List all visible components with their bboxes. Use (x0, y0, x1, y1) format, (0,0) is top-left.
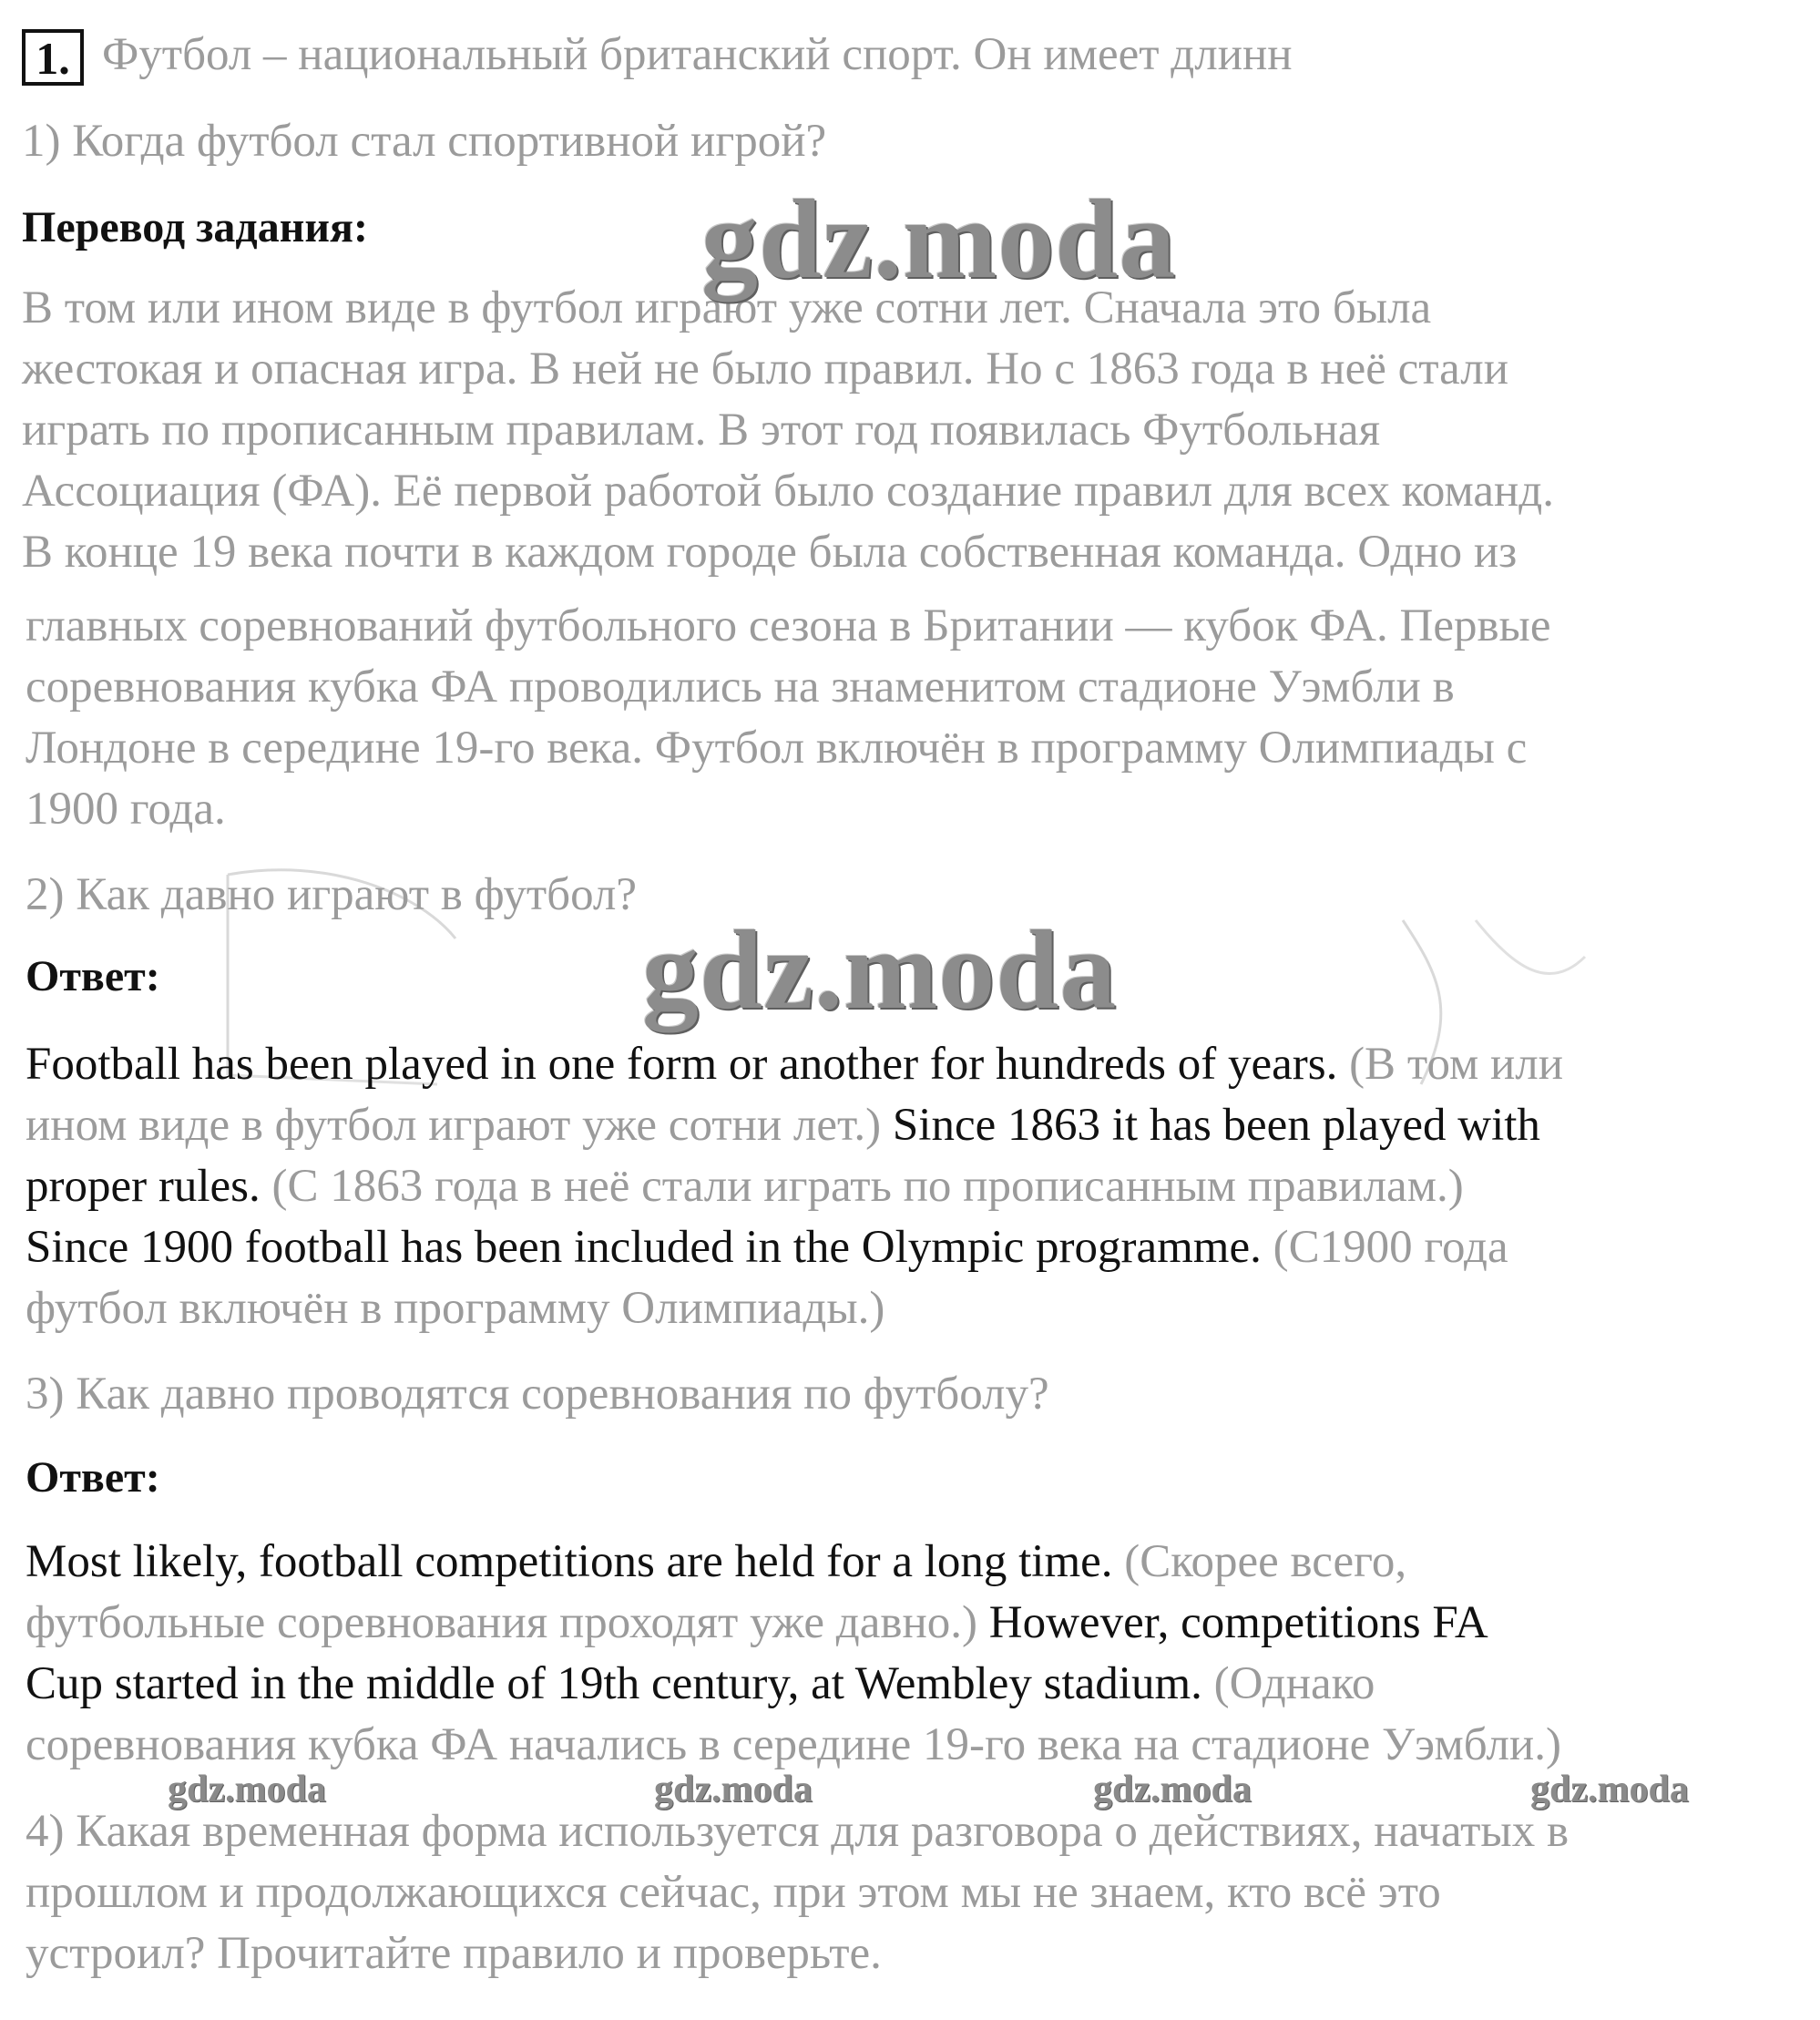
answer-3-line (26, 1534, 1406, 1589)
question-2: 2) Как давно играют в футбол? (26, 869, 638, 920)
answer-3-english-2-part: Cup started in the middle of 19th century, at Wembley stadium. (26, 1658, 1202, 1709)
answer-2-line (26, 1159, 1464, 1214)
answer-3-russian-1-part: (Скорее всего, (1124, 1536, 1407, 1587)
translation-line: Лондоне в середине 19-го века. Футбол включён в программу Олимпиады с (26, 723, 1528, 774)
translation-line: главных соревнований футбольного сезона в Британии — кубок ФА. Первые (26, 600, 1551, 651)
answer-2-russian-2: (С 1863 года в неё стали играть по прописанным правилам.) (271, 1161, 1464, 1212)
answer-3-heading: Ответ: (26, 1453, 160, 1502)
watermark-small: gdz.moda (654, 1769, 813, 1810)
answer-2-english-3: Since 1900 football has been included in the Olympic programme. (26, 1222, 1262, 1273)
answer-2-line (26, 1037, 1563, 1092)
answer-2-english-1: Football has been played in one form or another for hundreds of years. (26, 1039, 1338, 1090)
watermark-small: gdz.moda (168, 1769, 326, 1810)
answer-2-line (26, 1098, 1540, 1153)
question-1: 1) Когда футбол стал спортивной игрой? (22, 116, 827, 167)
question-4-line: прошлом и продолжающихся сейчас, при этом мы не знаем, кто всё это (26, 1867, 1441, 1918)
translation-line: играть по прописанным правилам. В этот год появилась Футбольная (22, 405, 1381, 456)
question-4-line: устроил? Прочитайте правило и проверьте. (26, 1928, 882, 1979)
translation-line: 1900 года. (26, 784, 226, 835)
answer-2-line (26, 1220, 1508, 1275)
translation-line: соревнования кубка ФА проводились на знаменитом стадионе Уэмбли в (26, 661, 1455, 713)
answer-2-english-2-part: proper rules. (26, 1161, 261, 1212)
watermark-small: gdz.moda (1530, 1769, 1689, 1810)
question-3: 3) Как давно проводятся соревнования по футболу? (26, 1369, 1049, 1420)
answer-3-russian-2-part: соревнования кубка ФА начались в середине 19-го века на стадионе Уэмбли.) (26, 1719, 1561, 1770)
translation-heading: Перевод задания: (22, 203, 368, 251)
answer-3-line (26, 1718, 1561, 1772)
translation-line: В конце 19 века почти в каждом городе была собственная команда. Одно из (22, 527, 1518, 578)
exercise-number: 1. (22, 29, 84, 86)
exercise-header-text: Футбол – национальный британский спорт. Он имеет длинн (102, 29, 1293, 80)
question-4-line: 4) Какая временная форма используется для разговора о действиях, начатых в (26, 1806, 1569, 1857)
answer-2-russian-1-part: (В том или (1349, 1039, 1564, 1090)
answer-2-heading: Ответ: (26, 952, 160, 1000)
watermark-large: gdz.moda (642, 907, 1118, 1032)
answer-2-line (26, 1281, 884, 1336)
watermark-small: gdz.moda (1093, 1769, 1252, 1810)
watermark-large: gdz.moda (701, 177, 1177, 302)
answer-2-russian-1-part: ином виде в футбол играют уже сотни лет.) (26, 1100, 882, 1151)
answer-3-english-2-part: However, competitions FA (988, 1597, 1488, 1648)
answer-3-russian-2-part: (Однако (1213, 1658, 1375, 1709)
answer-2-russian-3-part: футбол включён в программу Олимпиады.) (26, 1283, 885, 1334)
answer-3-english-1: Most likely, football competitions are held for a long time. (26, 1536, 1113, 1587)
translation-line: В том или ином виде в футбол играют уже сотни лет. Сначала это была (22, 282, 1432, 333)
answer-3-russian-1-part: футбольные соревнования проходят уже давно.) (26, 1597, 978, 1648)
answer-3-line (26, 1595, 1488, 1650)
translation-line: Ассоциация (ФА). Её первой работой было создание правил для всех команд. (22, 466, 1555, 517)
answer-2-russian-3-part: (С1900 года (1273, 1222, 1508, 1273)
answer-3-line (26, 1656, 1375, 1711)
answer-2-english-2-part: Since 1863 it has been played with (892, 1100, 1540, 1151)
translation-line: жестокая и опасная игра. В ней не было правил. Но с 1863 года в неё стали (22, 344, 1508, 395)
